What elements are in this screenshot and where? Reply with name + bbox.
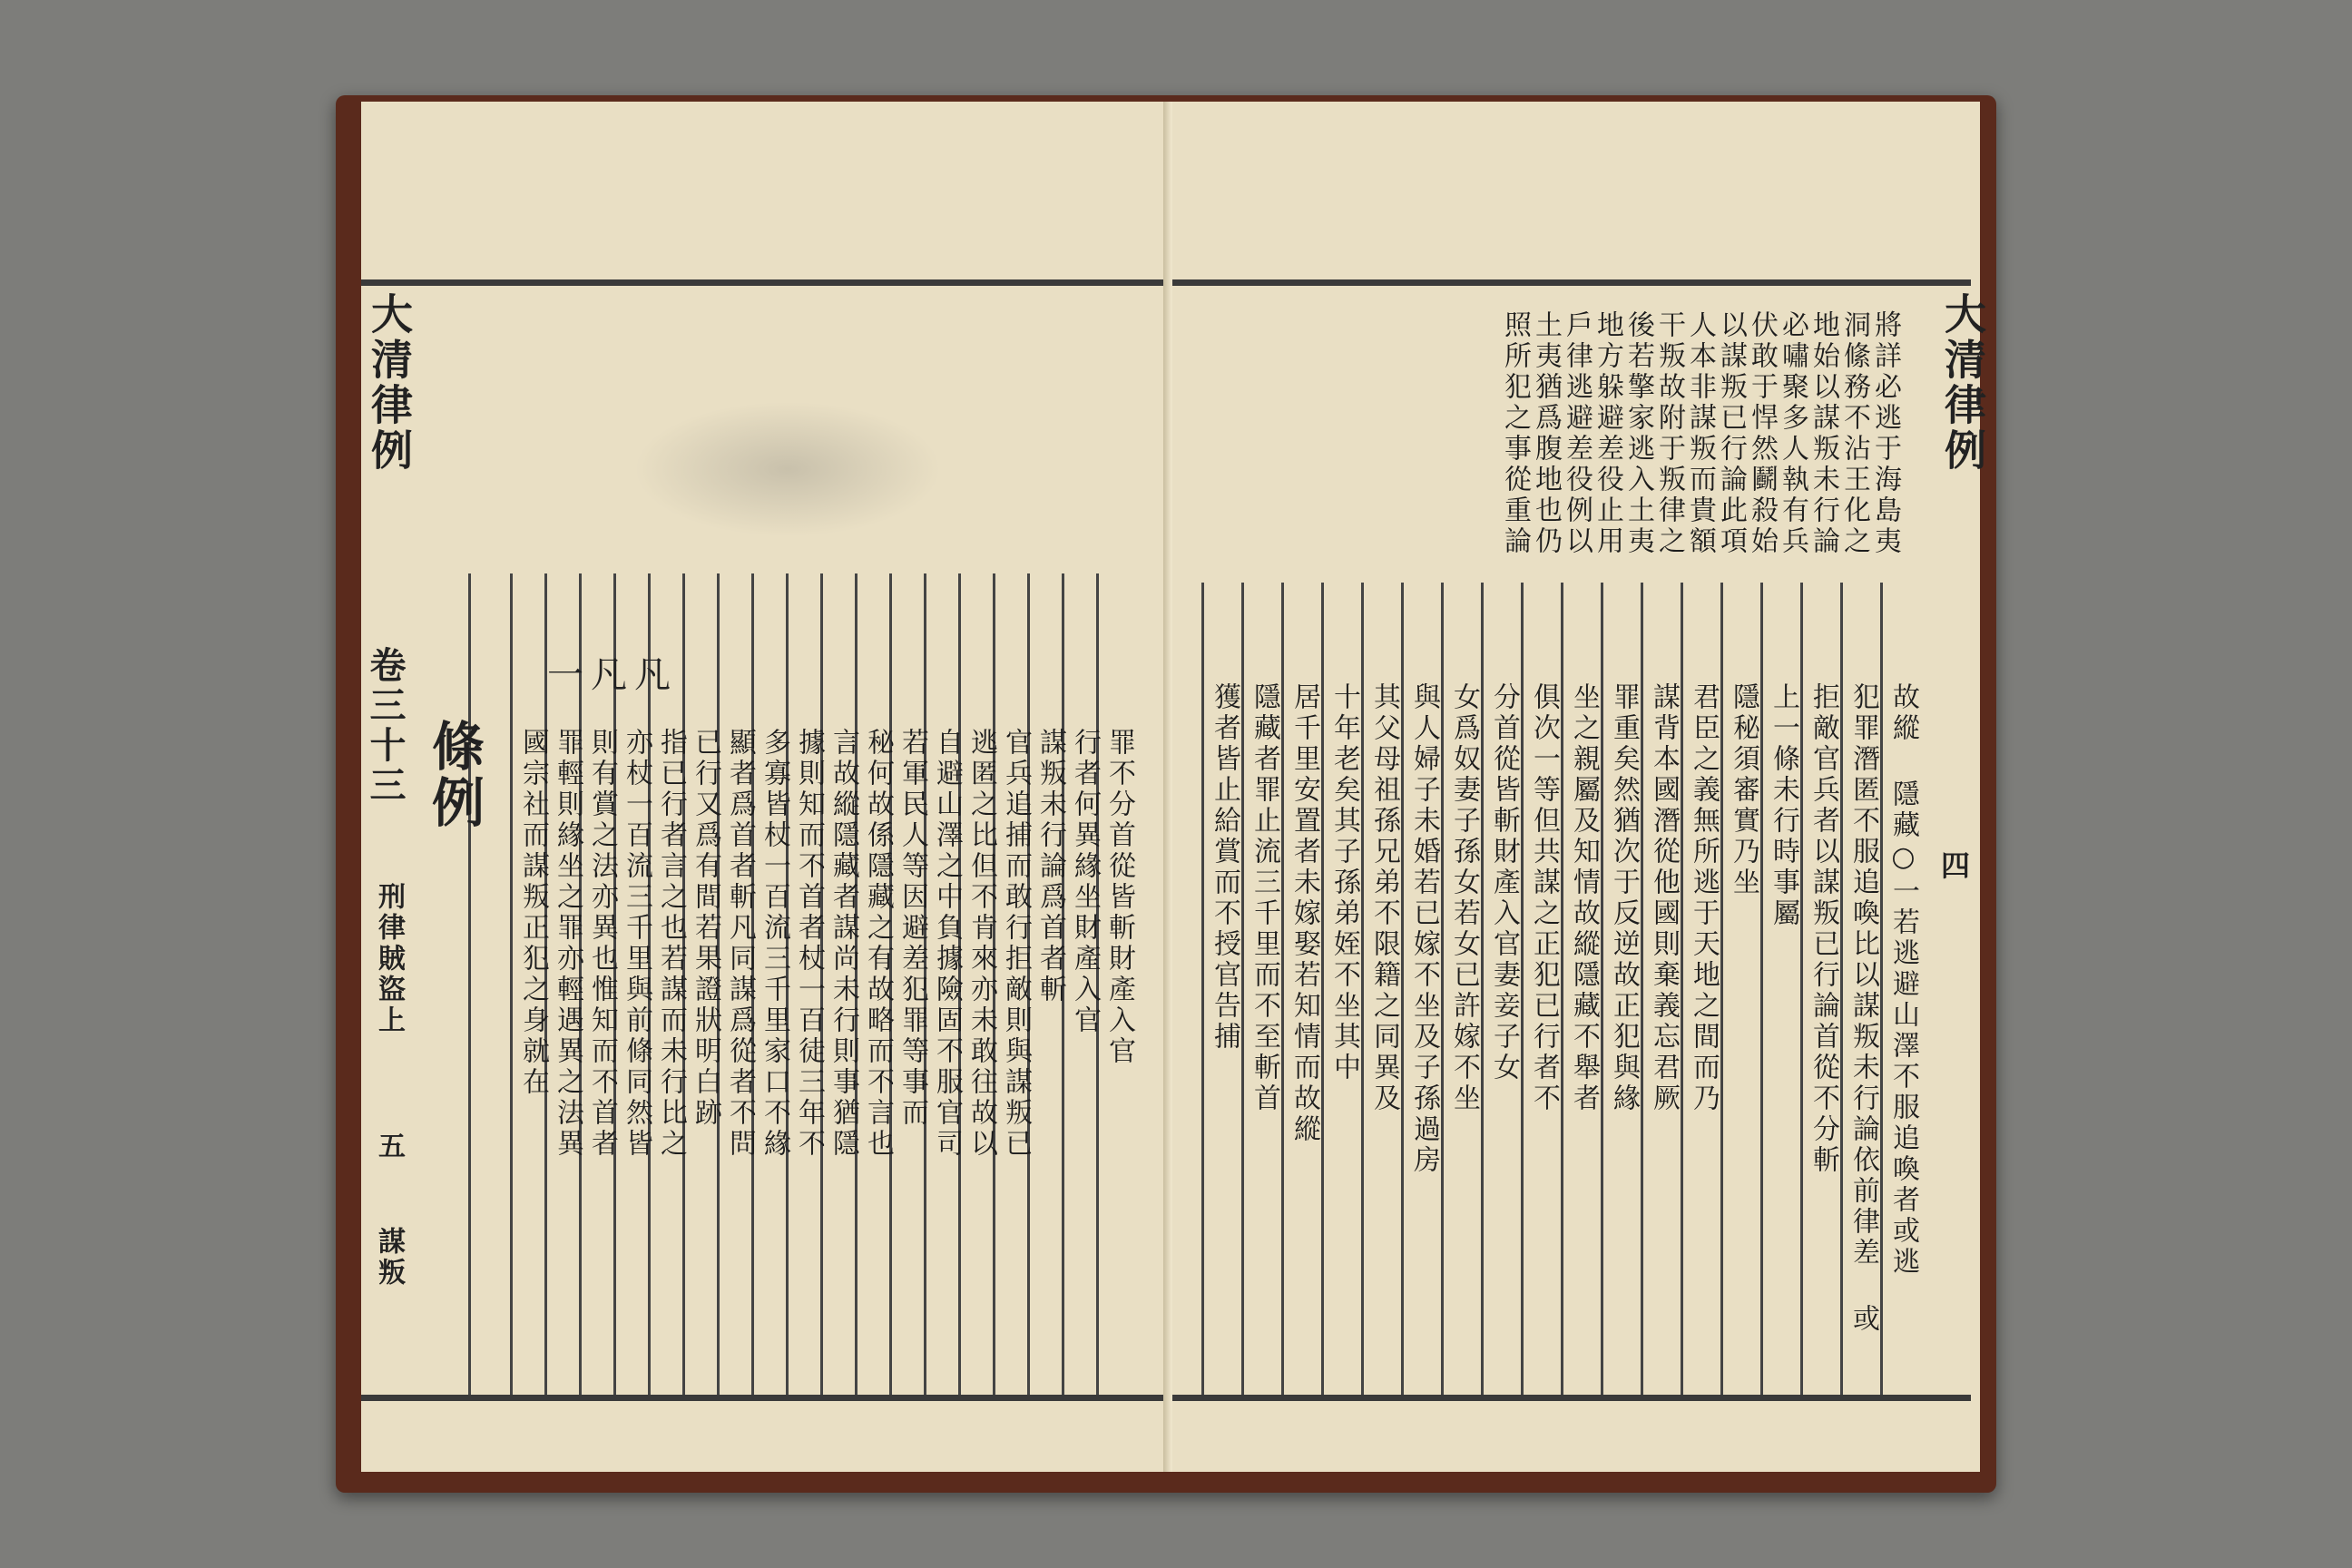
column-rule (1561, 583, 1563, 1395)
column-rule (1800, 583, 1803, 1395)
margin-page-number: 四 (1936, 850, 1971, 883)
text-column: 則有賞之法亦異也惟知而不首者 (586, 728, 618, 1160)
column-rule (1681, 583, 1683, 1395)
column-rule (1481, 583, 1484, 1395)
text-column: 謀叛未行論爲首者斬 (1034, 728, 1066, 1005)
text-column: 罪輕則緣坐之罪亦輕遇異之法異 (552, 728, 583, 1160)
column-rule (1601, 583, 1603, 1395)
column-rule (510, 573, 513, 1395)
text-column: 謀背本國潛從他國則棄義忘君厥 (1648, 682, 1680, 1114)
text-column: 其父母祖孫兄弟不限籍之同異及 (1368, 682, 1400, 1114)
commentary-column: 將詳必逃于海島夷 (1869, 310, 1901, 557)
commentary-column: 土夷猶爲腹地也仍 (1530, 310, 1562, 557)
top-frame-line (361, 279, 1169, 286)
column-rule (1321, 583, 1324, 1395)
text-column: 多寡皆杖一百流三千里家口不緣 (759, 728, 790, 1160)
text-column: 逃匿之比但不肯來亦未敢往故以 (965, 728, 997, 1160)
commentary-column: 人本非謀叛而貴額 (1684, 310, 1716, 557)
commentary-column: 必嘯聚多人執有兵 (1777, 310, 1808, 557)
commentary-column: 後若擎家逃入土夷 (1622, 310, 1654, 557)
section-marker: 凡 (591, 654, 627, 696)
text-column: 女爲奴妻子孫女若女已許嫁不坐 (1448, 682, 1480, 1114)
column-rule (1641, 583, 1643, 1395)
column-rule (1521, 583, 1524, 1395)
commentary-column: 以謀叛已行論此項 (1715, 310, 1747, 557)
text-column: 行者何異緣坐財產入官 (1069, 728, 1101, 1036)
text-column: 若軍民人等因避差犯罪等事而 (897, 728, 928, 1129)
commentary-column: 洞絛務不沾王化之 (1838, 310, 1870, 557)
commentary-column: 伏敢于悍然鬬殺始 (1746, 310, 1778, 557)
column-rule (1760, 583, 1763, 1395)
margin-book-title: 大清律例 (1938, 292, 1987, 474)
column-rule (468, 573, 471, 1395)
margin-book-title: 大清律例 (365, 292, 414, 474)
column-rule (1201, 583, 1204, 1395)
commentary-column: 戶律逃避差役例以 (1561, 310, 1592, 557)
text-column: 拒敵官兵者以謀叛已行論首從不分斬 (1808, 682, 1839, 1176)
text-column: 罪不分首從皆斬財產入官 (1103, 728, 1135, 1067)
commentary-column: 干叛故附于叛律之 (1653, 310, 1685, 557)
heading-tiaoli: 條例 (423, 719, 485, 831)
text-column: 分首從皆斬財產入官妻妾子女 (1488, 682, 1520, 1083)
commentary-column: 照所犯之事從重論 (1499, 310, 1531, 557)
column-rule (1281, 583, 1284, 1395)
text-column: 俱次一等但共謀之正犯已行者不 (1528, 682, 1560, 1114)
text-column: 隱秘須審實乃坐 (1728, 682, 1759, 898)
top-frame-line (1172, 279, 1971, 286)
text-column: 秘何故係隱藏之有故略而不言也 (862, 728, 894, 1160)
text-column: 君臣之義無所逃于天地之間而乃 (1688, 682, 1720, 1114)
column-rule (1361, 583, 1364, 1395)
margin-topic: 謀叛 (373, 1227, 405, 1289)
bottom-frame-line (1172, 1395, 1971, 1401)
text-column: 顯者爲首者斬凡同謀爲從者不問 (724, 728, 756, 1160)
margin-section: 刑律賊盜上 (373, 882, 405, 1036)
faded-print-image (633, 401, 942, 537)
section-marker: 凡 (634, 654, 671, 696)
text-column: 獲者皆止給賞而不授官告捕 (1209, 682, 1240, 1053)
column-rule (1401, 583, 1404, 1395)
text-column: 言故縱隱藏者謀尚未行則事猶隱 (828, 728, 859, 1160)
text-column: 居千里安置者未嫁娶若知情而故縱 (1289, 682, 1320, 1145)
text-column: 指已行者言之也若謀而未行比之 (655, 728, 687, 1160)
text-column: 坐之親屬及知情故縱隱藏不舉者 (1568, 682, 1600, 1114)
text-column: 隱藏者罪止流三千里而不至斬首 (1249, 682, 1280, 1114)
right-page (1172, 102, 1987, 1472)
bottom-frame-line (361, 1395, 1169, 1401)
text-column: 亦杖一百流三千里與前條同然皆 (621, 728, 652, 1160)
column-rule (1880, 583, 1883, 1395)
section-marker: 一 (547, 654, 583, 696)
column-rule (1840, 583, 1843, 1395)
text-column: 與人婦子未婚若已嫁不坐及子孫過房 (1408, 682, 1440, 1176)
text-column: 據則知而不首者杖一百徒三年不 (793, 728, 825, 1160)
margin-page-number: 五 (373, 1132, 405, 1162)
text-column: 國宗社而謀叛正犯之身就在 (517, 728, 549, 1098)
text-column: 故縱 隱藏○一若逃避山澤不服追喚者或逃 (1887, 682, 1919, 1278)
text-column: 自避山澤之中負據險固不服官司 (931, 728, 963, 1160)
column-rule (1241, 583, 1244, 1395)
commentary-column: 地方躲避差役止用 (1592, 310, 1623, 557)
margin-volume: 卷三十三 (364, 646, 407, 806)
text-column: 官兵追捕而敢行拒敵則與謀叛已 (1000, 728, 1032, 1160)
column-rule (1720, 583, 1723, 1395)
commentary-column: 地始以謀叛未行論 (1808, 310, 1839, 557)
text-column: 上一條未行時事屬 (1768, 682, 1799, 929)
text-column: 已行又爲有間若果證狀明白跡 (690, 728, 721, 1129)
text-column: 犯罪潛匿不服追喚比以謀叛未行論依前律差 或 (1847, 682, 1879, 1335)
text-column: 罪重矣然猶次于反逆故正犯與緣 (1608, 682, 1640, 1114)
text-column: 十年老矣其子孫弟姪不坐其中 (1328, 682, 1360, 1083)
column-rule (1441, 583, 1444, 1395)
left-page (361, 102, 1169, 1472)
